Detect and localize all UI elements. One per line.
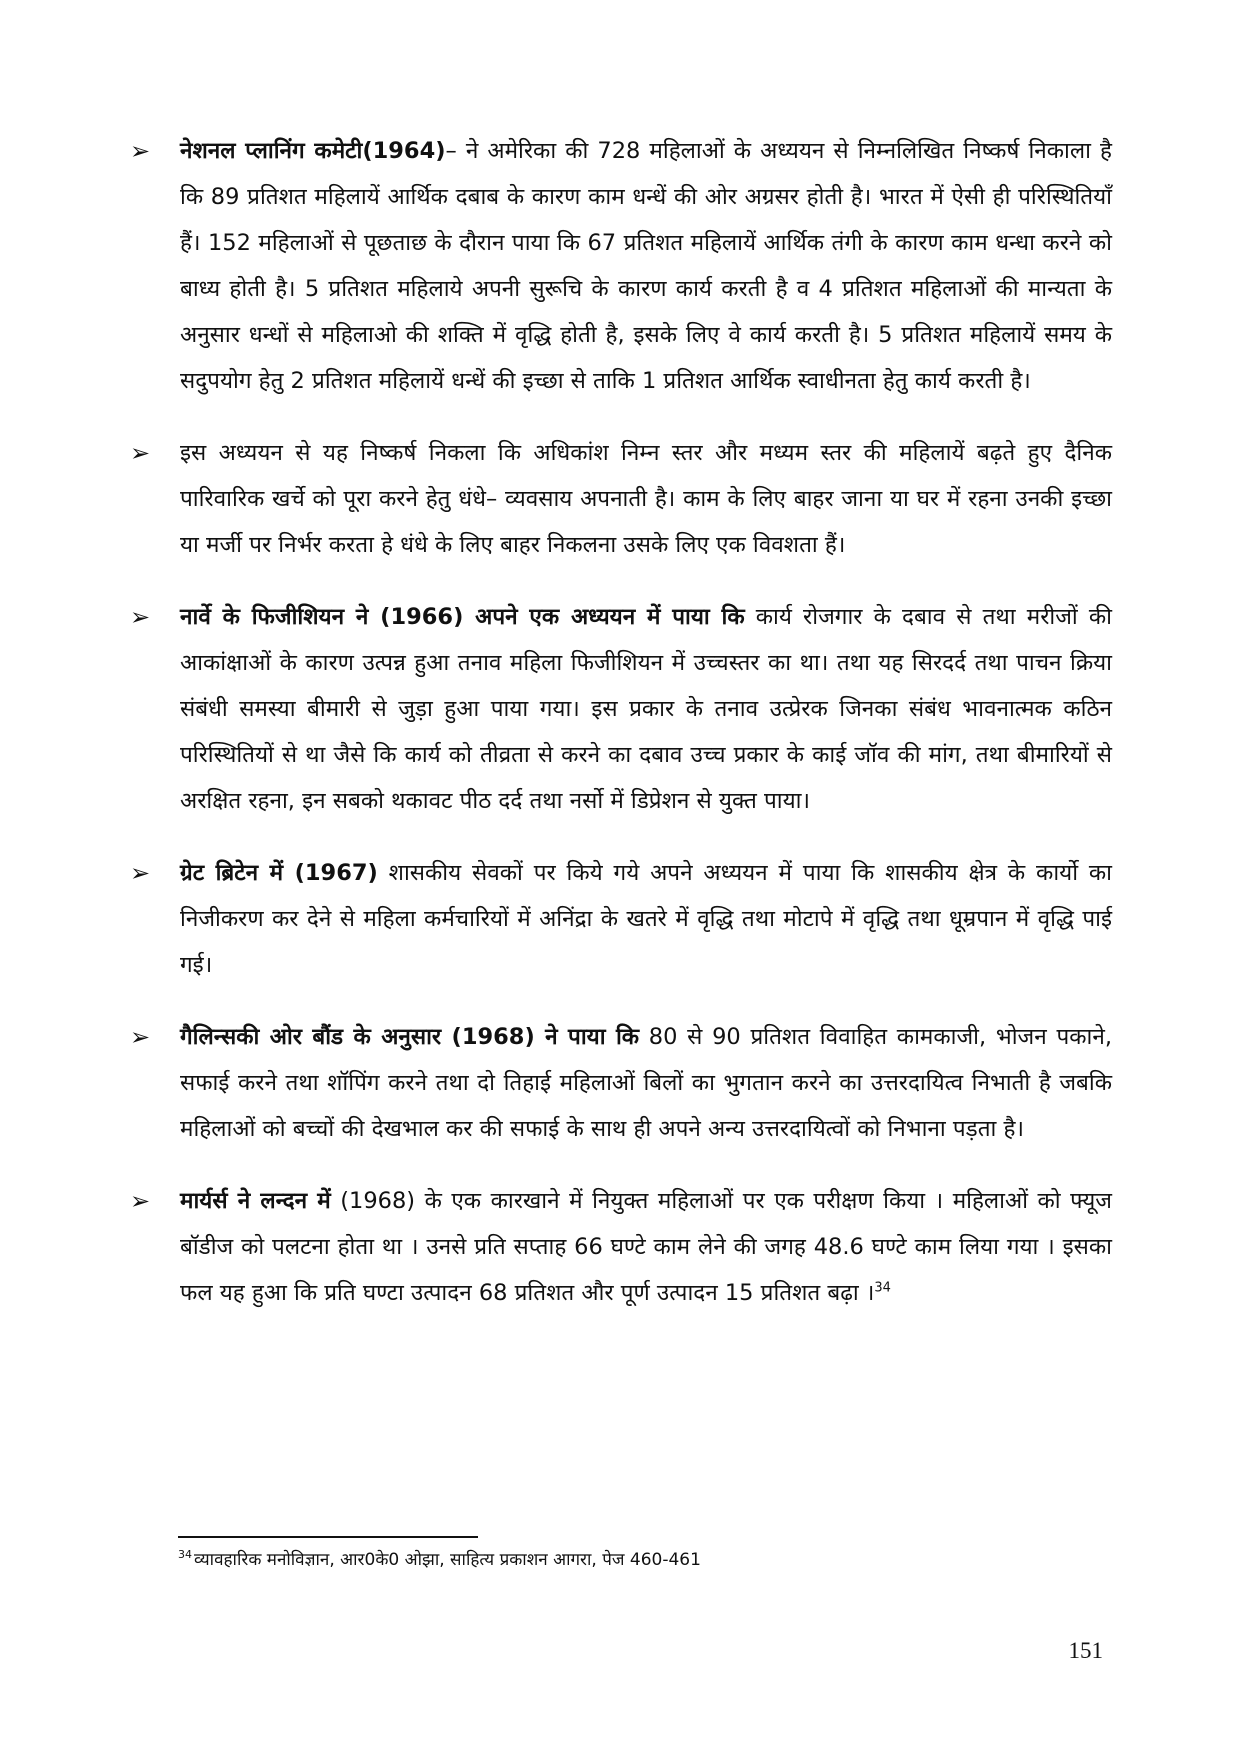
bullet-lead: नार्वे के फिजीशियन ने (1966) अपने एक अध्ययन में पाया कि: [180, 604, 745, 630]
footnote: [178, 1547, 701, 1573]
bullet-lead: ग्रेट ब्रिटेन में (1967): [180, 860, 378, 886]
page-number: 151: [1068, 1638, 1103, 1663]
bullet-body: कार्य रोजगार के दबाव से तथा मरीजों की आकांक्षाओं के कारण उत्पन्न हुआ तनाव महिला फिजीशियन में उच्चस्तर का था। तथा यह सिरदर्द तथा पाचन क्रिया संबंधी समस्या बीमारी से जुड़ा हुआ पाया गया। इस प्रकार के तनाव उत्प्रेरक जिनका संबंध भावनात्मक कठिन परिस्थितियों से था जैसे कि कार्य को तीव्रता से करने का दबाव उच्च प्रकार के काई जॉव की मांग, तथा बीमारियों से अरक्षित रहना, इन सबको थकावट पीठ दर्द तथा नर्सो में डिप्रेशन से युक्त पाया।: [180, 604, 1112, 814]
arrow-bullet-icon: ➢: [130, 1023, 151, 1051]
bullet-list: [130, 128, 1112, 1342]
bullet-item: [130, 430, 1112, 568]
arrow-bullet-icon: ➢: [130, 137, 151, 165]
bullet-item: [130, 1014, 1112, 1152]
arrow-bullet-icon: ➢: [130, 859, 151, 887]
bullet-item: [130, 850, 1112, 988]
bullet-lead: मार्यर्स ने लन्दन में: [180, 1188, 331, 1214]
bullet-lead: गैलिन्सकी ओर बौंड के अनुसार (1968) ने पाया कि: [180, 1024, 640, 1050]
bullet-item: [130, 594, 1112, 824]
bullet-body: – ने अमेरिका की 728 महिलाओं के अध्ययन से निम्नलिखित निष्कर्ष निकाला है कि 89 प्रतिशत महिलायें आर्थिक दबाब के कारण काम धन्धें की ओर अग्रसर होती है। भारत में ऐसी ही परिस्थितियाँ हैं। 152 महिलाओं से पूछताछ के दौरान पाया कि 67 प्रतिशत महिलायें आर्थिक तंगी के कारण काम धन्धा करने को बाध्य होती है। 5 प्रतिशत महिलाये अपनी सुरूचि के कारण कार्य करती है व 4 प्रतिशत महिलाओं की मान्यता के अनुसार धन्धों से महिलाओ की शक्ति में वृद्धि होती है, इसके लिए वे कार्य करती है। 5 प्रतिशत महिलायें समय के सदुपयोग हेतु 2 प्रतिशत महिलायें धन्धें की इच्छा से ताकि 1 प्रतिशत आर्थिक स्वाधीनता हेतु कार्य करती है।: [180, 138, 1112, 394]
bullet-body: इस अध्ययन से यह निष्कर्ष निकला कि अधिकांश निम्न स्तर और मध्यम स्तर की महिलायें बढ़ते हुए दैनिक पारिवारिक खर्चे को पूरा करने हेतु धंधे– व्यवसाय अपनाती है। काम के लिए बाहर जाना या घर में रहना उनकी इच्छा या मर्जी पर निर्भर करता हे धंधे के लिए बाहर निकलना उसके लिए एक विवशता हैं।: [180, 440, 1112, 558]
bullet-body: शासकीय सेवकों पर किये गये अपने अध्ययन में पाया कि शासकीय क्षेत्र के कार्यो का निजीकरण कर देने से महिला कर्मचारियों में अनिंद्रा के खतरे में वृद्धि तथा मोटापे में वृद्धि तथा धूम्रपान में वृद्धि पाई गई।: [180, 860, 1112, 978]
bullet-lead: नेशनल प्लानिंग कमेटी(1964): [180, 138, 446, 164]
footnote-reference[interactable]: 34: [874, 1280, 891, 1296]
bullet-body: (1968) के एक कारखाने में नियुक्त महिलाओं पर एक परीक्षण किया । महिलाओं को फ्यूज बॉडीज को पलटना होता था । उनसे प्रति सप्ताह 66 घण्टे काम लेने की जगह 48.6 घण्टे काम लिया गया । इसका फल यह हुआ कि प्रति घण्टा उत्पादन 68 प्रतिशत और पूर्ण उत्पादन 15 प्रतिशत बढ़ा ।: [180, 1188, 1112, 1306]
arrow-bullet-icon: ➢: [130, 603, 151, 631]
bullet-body: 80 से 90 प्रतिशत विवाहित कामकाजी, भोजन पकाने, सफाई करने तथा शॉपिंग करने तथा दो तिहाई महिलाओं बिलों का भुगतान करने का उत्तरदायित्व निभाती है जबकि महिलाओं को बच्चों की देखभाल कर की सफाई के साथ ही अपने अन्य उत्तरदायित्वों को निभाना पड़ता है।: [180, 1024, 1112, 1142]
bullet-item: [130, 128, 1112, 404]
footnote-divider: [178, 1536, 478, 1538]
arrow-bullet-icon: ➢: [130, 439, 151, 467]
footnote-number: 34: [178, 1548, 192, 1562]
bullet-item: [130, 1178, 1112, 1316]
arrow-bullet-icon: ➢: [130, 1187, 151, 1215]
footnote-text: व्यावहारिक मनोविज्ञान, आर0के0 ओझा, साहित्य प्रकाशन आगरा, पेज 460-461: [194, 1550, 701, 1570]
